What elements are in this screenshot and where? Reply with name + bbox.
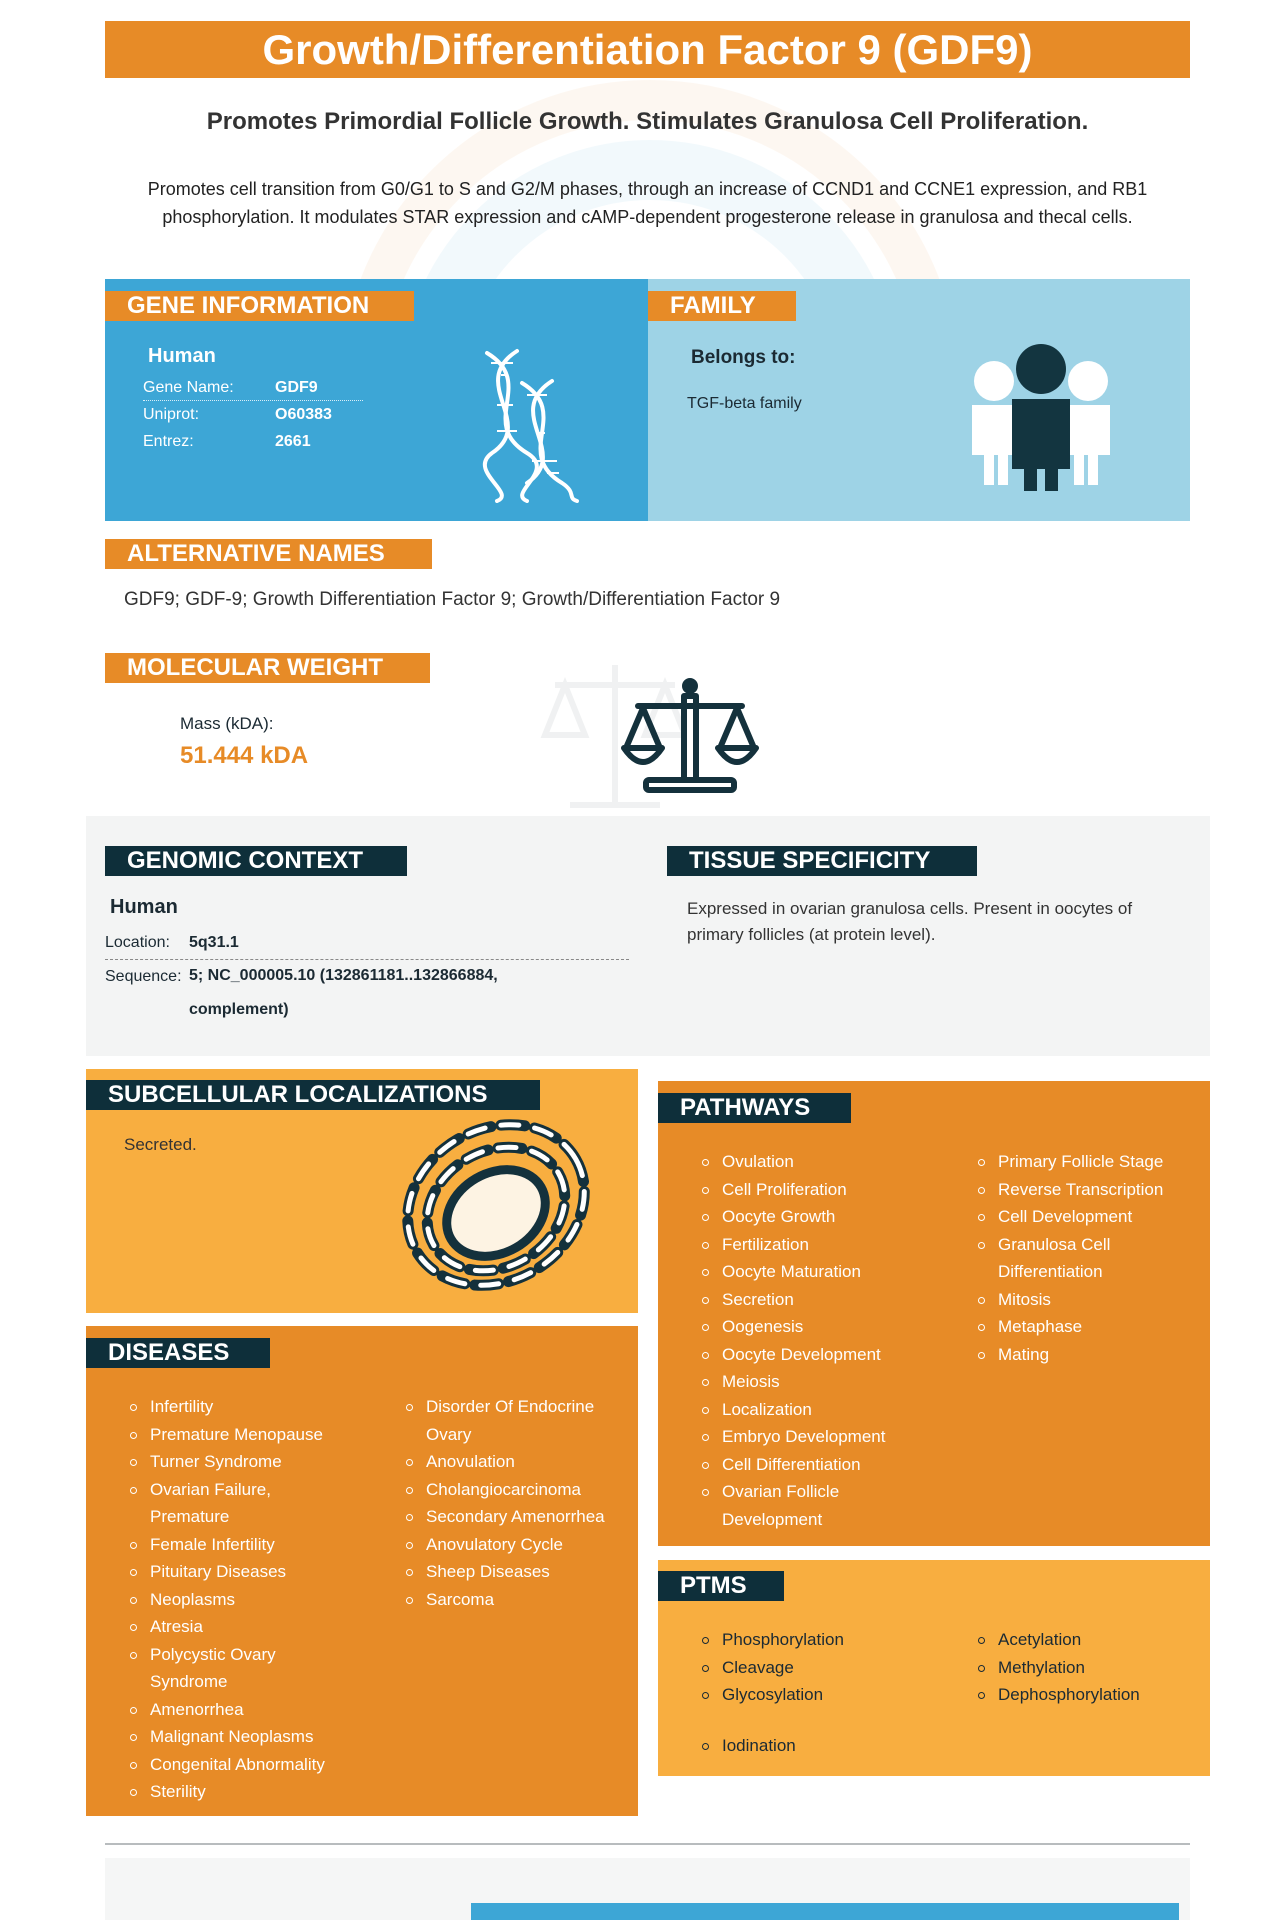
list-item: Secondary Amenorrhea xyxy=(404,1503,629,1531)
list-item: Oogenesis xyxy=(700,1313,920,1341)
sequence-value xyxy=(189,959,498,1027)
list-item: Anovulation xyxy=(404,1448,629,1476)
list-item: Mitosis xyxy=(976,1286,1201,1314)
list-item: Cell Proliferation xyxy=(700,1176,920,1204)
list-item: Sarcoma xyxy=(404,1586,629,1614)
list-item: Ovarian Failure, Premature xyxy=(128,1476,348,1531)
diseases-panel xyxy=(86,1326,638,1816)
list-item: Acetylation xyxy=(976,1626,1201,1654)
pathways-heading: PATHWAYS xyxy=(658,1093,851,1123)
page-title: Growth/Differentiation Factor 9 (GDF9) xyxy=(105,21,1190,78)
page-subtitle: Promotes Primordial Follicle Growth. Stimulates Granulosa Cell Proliferation. xyxy=(206,108,1089,135)
list-item: Localization xyxy=(700,1396,920,1424)
family-value: TGF-beta family xyxy=(687,395,802,412)
list-item: Ovulation xyxy=(700,1148,920,1176)
list-item: Polycystic Ovary Syndrome xyxy=(128,1641,348,1696)
list-item: Embryo Development xyxy=(700,1423,920,1451)
entrez-value[interactable]: 2661 xyxy=(275,433,311,450)
list-item: Premature Menopause xyxy=(128,1421,348,1449)
list-item: Oocyte Growth xyxy=(700,1203,920,1231)
pathways-list-col2 xyxy=(976,1148,1201,1368)
list-item: Sheep Diseases xyxy=(404,1558,629,1586)
gene-info-table xyxy=(143,374,363,455)
pathways-list-col1 xyxy=(700,1148,920,1533)
list-item: Cholangiocarcinoma xyxy=(404,1476,629,1504)
location-label: Location: xyxy=(105,933,170,951)
list-item: Malignant Neoplasms xyxy=(128,1723,348,1751)
gene-name-row xyxy=(143,374,363,401)
list-item: Dephosphorylation xyxy=(976,1681,1201,1709)
alternative-names-text: GDF9; GDF-9; Growth Differentiation Factor 9; Growth/Differentiation Factor 9 xyxy=(124,589,781,610)
mass-label: Mass (kDA): xyxy=(180,714,274,733)
sequence-label: Sequence: xyxy=(105,968,182,985)
list-item: Atresia xyxy=(128,1613,348,1641)
sequence-value-line1: 5; NC_000005.10 (132861181..132866884, xyxy=(189,967,498,984)
list-item: Anovulatory Cycle xyxy=(404,1531,629,1559)
sequence-value-line2: complement) xyxy=(189,1001,289,1018)
ptms-list-extra xyxy=(700,1732,920,1760)
location-row xyxy=(105,926,629,960)
tissue-specificity-text: Expressed in ovarian granulosa cells. Present in oocytes of primary follicles (at protein level). xyxy=(687,899,1133,944)
ptms-list-col2 xyxy=(976,1626,1201,1709)
molecular-weight-heading: MOLECULAR WEIGHT xyxy=(105,653,430,683)
entrez-row xyxy=(143,428,363,455)
function-summary: Promotes cell transition from G0/G1 to S and G2/M phases, through an increase of CCND1 and CCNE1 expression, and RB1 phosphorylation. It modulates STAR expression and cAMP-dependent progesterone release in granulosa and thecal cells. xyxy=(147,179,1148,227)
gene-name-label: Gene Name: xyxy=(143,379,234,396)
list-item: Oocyte Development xyxy=(700,1341,920,1369)
footer-blue-band xyxy=(471,1903,1179,1920)
list-item: Ovarian Follicle Development xyxy=(700,1478,920,1533)
gene-species: Human xyxy=(148,345,216,367)
list-item: Pituitary Diseases xyxy=(128,1558,348,1586)
subcellular-heading: SUBCELLULAR LOCALIZATIONS xyxy=(86,1080,540,1110)
gene-information-heading: GENE INFORMATION xyxy=(105,291,414,321)
genomic-context-heading: GENOMIC CONTEXT xyxy=(105,846,407,876)
list-item: Mating xyxy=(976,1341,1201,1369)
family-panel xyxy=(648,279,1190,521)
alternative-names-heading: ALTERNATIVE NAMES xyxy=(105,539,432,569)
list-item: Metaphase xyxy=(976,1313,1201,1341)
list-item: Amenorrhea xyxy=(128,1696,348,1724)
ptms-list-col1 xyxy=(700,1626,920,1709)
list-item: Meiosis xyxy=(700,1368,920,1396)
subcellular-localizations-panel xyxy=(86,1069,638,1313)
entrez-label: Entrez: xyxy=(143,433,194,450)
diseases-list-col1 xyxy=(128,1393,348,1806)
list-item: Methylation xyxy=(976,1654,1201,1682)
footer-divider xyxy=(105,1843,1190,1845)
genomic-species: Human xyxy=(110,896,178,918)
ptms-heading: PTMS xyxy=(658,1571,784,1601)
dna-helix-icon xyxy=(467,343,597,503)
list-item: Glycosylation xyxy=(700,1681,920,1709)
gene-name-value: GDF9 xyxy=(275,379,318,396)
list-item: Sterility xyxy=(128,1778,348,1806)
uniprot-row xyxy=(143,401,363,428)
list-item: Iodination xyxy=(700,1732,920,1760)
family-heading: FAMILY xyxy=(648,291,796,321)
subcellular-text: Secreted. xyxy=(124,1135,197,1154)
list-item: Turner Syndrome xyxy=(128,1448,348,1476)
pathways-panel xyxy=(658,1081,1210,1546)
list-item: Infertility xyxy=(128,1393,348,1421)
balance-scale-icon xyxy=(620,678,760,794)
list-item: Granulosa Cell Differentiation xyxy=(976,1231,1201,1286)
genomic-context-panel xyxy=(86,816,1210,1056)
diseases-list-col2 xyxy=(404,1393,629,1613)
list-item: Cell Differentiation xyxy=(700,1451,920,1479)
list-item: Female Infertility xyxy=(128,1531,348,1559)
list-item: Neoplasms xyxy=(128,1586,348,1614)
family-belongs-label: Belongs to: xyxy=(691,347,796,368)
list-item: Congenital Abnormality xyxy=(128,1751,348,1779)
list-item: Fertilization xyxy=(700,1231,920,1259)
list-item: Cleavage xyxy=(700,1654,920,1682)
golgi-apparatus-icon xyxy=(396,1113,596,1303)
uniprot-label: Uniprot: xyxy=(143,406,200,423)
location-value: 5q31.1 xyxy=(189,933,239,951)
list-item: Oocyte Maturation xyxy=(700,1258,920,1286)
list-item: Disorder Of Endocrine Ovary xyxy=(404,1393,629,1448)
list-item: Secretion xyxy=(700,1286,920,1314)
gene-information-panel xyxy=(105,279,648,521)
list-item: Primary Follicle Stage xyxy=(976,1148,1201,1176)
list-item: Phosphorylation xyxy=(700,1626,920,1654)
uniprot-value[interactable]: O60383 xyxy=(275,406,332,423)
tissue-specificity-heading: TISSUE SPECIFICITY xyxy=(667,846,977,876)
mass-value: 51.444 kDA xyxy=(180,742,309,769)
list-item: Cell Development xyxy=(976,1203,1201,1231)
diseases-heading: DISEASES xyxy=(86,1338,270,1368)
people-group-icon xyxy=(966,341,1116,491)
ptms-panel xyxy=(658,1560,1210,1776)
list-item: Reverse Transcription xyxy=(976,1176,1201,1204)
